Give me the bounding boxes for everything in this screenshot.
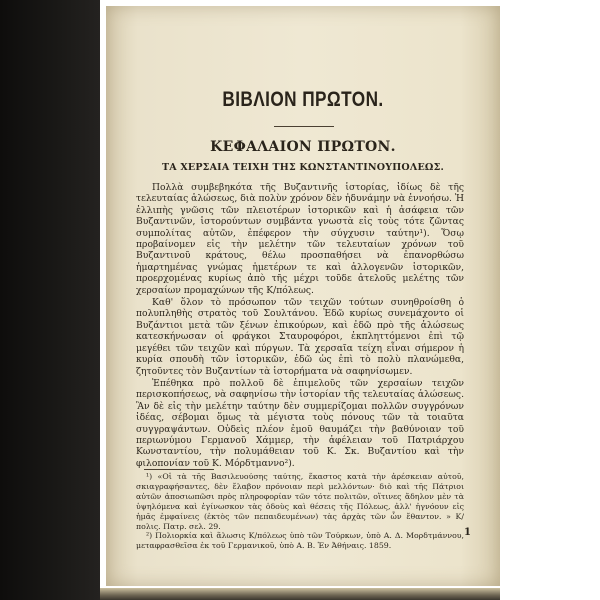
book-spine-shadow — [0, 0, 100, 600]
paragraph: Καθ' ὅλον τὸ πρόσωπον τῶν τειχῶν τούτων συνηθροίσθη ὁ πολυπληθὴς στρατὸς τοῦ Σουλτάνου. Ἐδῶ κυρίως συνεμάχοντο οἱ Βυζάντιοι μετὰ τῶν ξένων ἐπικούρων, καὶ ἐδῶ πρὸ τῆς ἁλώσεως κατεσκήνωσαν οἱ φράγκοι Σταυροφόροι, ἐκπληττόμενοι ἐπὶ τῷ μεγέθει τῶν τειχῶν καὶ πύργων. Τὰ χερσαῖα τείχη εἶναι σήμερον ἡ κυρία σπουδὴ τῶν ἱστορικῶν, ἐδῶ ὡς ἐπὶ τὸ πολὺ πλανώμεθα, ζητοῦντες τὸν Βυζαντίων τὰ ἱστορήματα νὰ σαφηνίσωμεν. — [136, 297, 464, 377]
footnote-divider — [144, 469, 214, 470]
footnotes — [136, 472, 464, 551]
paragraph: Πολλὰ συμβεβηκότα τῆς Βυζαντινῆς ἱστορίας, ἰδίως δὲ τῆς τελευταίας ἁλώσεως, διὰ πολὺν χρόνον δὲν ἠδυνάμην νὰ ἐννοήσω. Ἡ ἐλλιπὴς γνῶσις τῶν πλειοτέρων ἱστορικῶν καὶ ἡ ἀσάφεια τῶν Βυζαντινῶν, ἱστορούντων συμβάντα γνωστὰ εἰς τοὺς τότε ζῶντας συμπολίτας αὐτῶν, ἐπέφερον τὴν σύγχυσιν ταύτην¹). Ὅσῳ προβαίνομεν εἰς τὴν μελέτην τῶν τελευταίων χρόνων τοῦ Βυζαντινοῦ κράτους, θέλω προσπαθήσει νὰ ἐπανορθώσω ἡμαρτημένας γνώμας ἡμετέρων τε καὶ ἀλλογενῶν ἱστορικῶν, προερχομένας κυρίως ἀπὸ τῆς μέχρι τοῦδε ἀτελοῦς μελέτης τῶν χερσαίων προμαχώνων τῆς Κ/πόλεως. — [136, 182, 464, 296]
title-divider — [274, 126, 334, 127]
footnote: ¹) «Οἱ τὰ τῆς Βασιλευούσης ταύτης, ἕκαστος κατὰ τὴν ἀρέσκειαν αὐτοῦ, σκιαγραφήσαντες, δὲν ἔλαβον πρόνοιαν περὶ μελλόντων· διὸ καὶ τῆς Πάτριοι αὐτῶν ἀποσιωπῶσι πρὸς πληροφορίαν τῶν τότε πολιτῶν, οἵτινες ἄδηλον μὲν τὰ ὑψηλόμενα καὶ ἐγίνωσκον τὰς ὁδοὺς καὶ θέσεις τῆς Πόλεως, ἀλλ' ἠγνόουν εἰς ἡμᾶς ἐμφαίνεις (ἐκτὸς τῶν πεπαιδευμένων) τὰς ἀρχὰς τῶν ὧν ἔθαντον. » Κ/πολις. Πατρ. σελ. 29. — [136, 472, 464, 531]
footnote: ²) Πολιορκία καὶ ἅλωσις Κ/πόλεως ὑπὸ τῶν Τούρκων, ὑπὸ Α. Δ. Μορδτμάννου, μεταφρασθεῖσα ἐκ τοῦ Γερμανικοῦ, ὑπὸ Α. Β. Ἐν Ἀθήναις. 1859. — [136, 531, 464, 551]
section-heading: ΤΑ ΧΕΡΣΑΙΑ ΤΕΙΧΗ ΤΗΣ ΚΩΝΣΤΑΝΤΙΝΟΥΠΟΛΕΩΣ. — [161, 162, 445, 173]
page-bottom-edge — [100, 588, 500, 600]
book-page — [106, 6, 500, 586]
body-text — [136, 182, 464, 470]
book-title: ΒΙΒΛΙΟΝ ΠΡΩΤΟΝ. — [222, 88, 384, 111]
page-number: 1 — [464, 527, 471, 538]
paragraph: Ἐπέθηκα πρὸ πολλοῦ δὲ ἐπιμελοῦς τῶν χερσαίων τειχῶν περισκοπήσεως, νὰ σαφηνίσω τὴν ἱστορίαν τῆς τελευταίας ἁλώσεως. Ἂν δὲ εἰς τὴν μελέτην ταύτην δὲν συμμερίζομαι πολλῶν συγγρόνων ἰδέας, σέβομαι ὅμως τὰ μέγιστα τοὺς πόνους τῶν τὰ τοιαῦτα συγγραψάντων. Οὐδεὶς πλέον ἐμοῦ θαυμάζει τὴν βαθύνοιαν τοῦ περιωνύμου Γερμανοῦ Χάμμερ, τὴν ἀφέλειαν τοῦ Πατριάρχου Κωνσταντίου, τὴν πολυμάθειαν τοῦ Κ. Σκ. Βυζαντίου καὶ τὴν φιλοπονίαν τοῦ Κ. Μόρδτμαννο²). — [136, 377, 464, 469]
chapter-title: ΚΕΦΑΛΑΙΟΝ ΠΡΩΤΟΝ. — [210, 139, 396, 155]
